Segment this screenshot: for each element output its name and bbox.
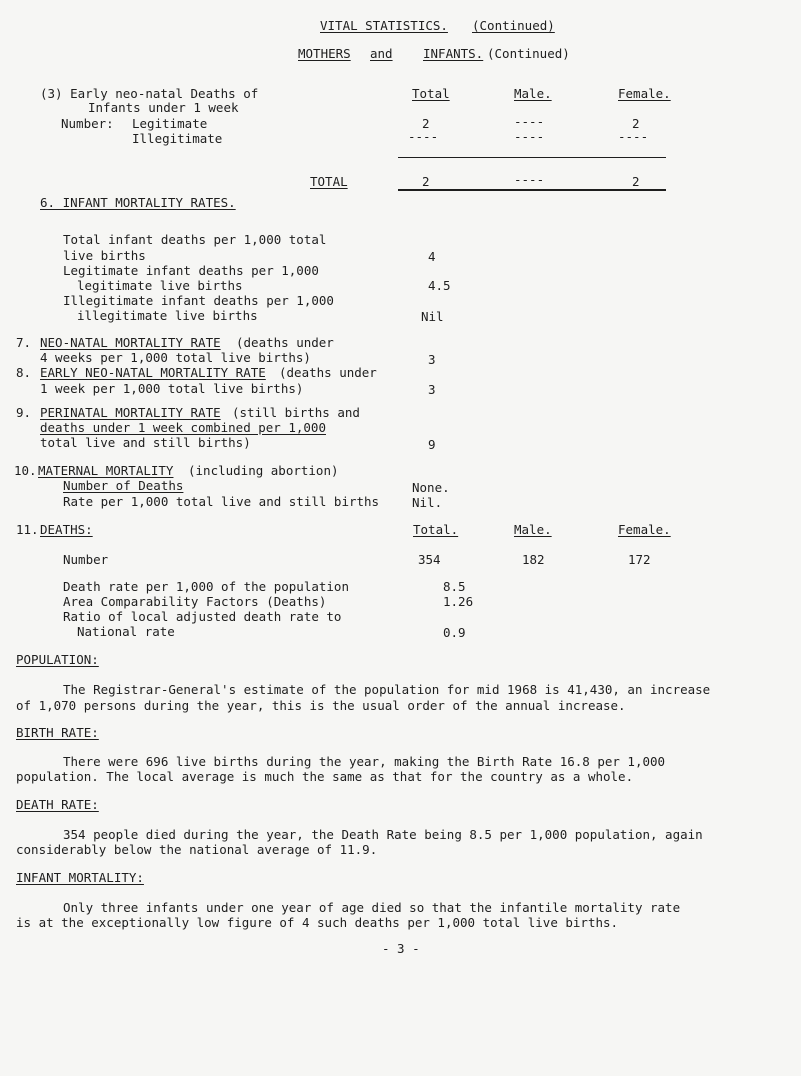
death-rate-text-1: 354 people died during the year, the Death Rate being 8.5 per 1,000 population, again xyxy=(63,827,703,842)
legitimate-male: ---- xyxy=(514,114,545,129)
maternal-deaths-label: Number of Deaths xyxy=(63,478,184,493)
deaths-number-label: Number xyxy=(63,552,109,567)
section-9-number: 9. xyxy=(16,405,32,420)
early-neonatal-rate-value: 3 xyxy=(428,382,436,397)
page-title: VITAL STATISTICS. xyxy=(320,18,448,33)
deaths-number-male: 182 xyxy=(522,552,545,567)
page-subtitle-mothers: MOTHERS xyxy=(298,46,351,61)
early-neonatal-label-2: Infants under 1 week xyxy=(88,100,239,115)
section-10-number: 10. xyxy=(14,463,37,478)
imr-total-value: 4 xyxy=(428,249,436,264)
total-rule-bottom xyxy=(398,189,666,191)
page-subtitle-and: and xyxy=(370,46,393,61)
illegitimate-female: ---- xyxy=(618,129,649,144)
early-neonatal-rate-heading-rest: (deaths under xyxy=(279,365,377,380)
imr-illegit-label-2: illegitimate live births xyxy=(77,308,258,323)
early-neonatal-rate-line2: 1 week per 1,000 total live births) xyxy=(40,381,304,396)
infant-mortality-text-2: is at the exceptionally low figure of 4 such deaths per 1,000 total live births. xyxy=(16,915,619,930)
section-7-number: 7. xyxy=(16,335,32,350)
perinatal-rate-heading-rest: (still births and xyxy=(232,405,360,420)
page-number: - 3 - xyxy=(382,941,420,956)
section-8-number: 8. xyxy=(16,365,32,380)
number-label: Number: xyxy=(61,116,114,131)
deaths-heading: DEATHS: xyxy=(40,522,93,537)
imr-illegit-value: Nil xyxy=(421,309,444,324)
neonatal-rate-line2: 4 weeks per 1,000 total live births) xyxy=(40,350,311,365)
death-rate-text-2: considerably below the national average of 11.9. xyxy=(16,842,378,857)
population-text-2: of 1,070 persons during the year, this is the usual order of the annual increase. xyxy=(16,698,626,713)
page-subtitle-continued: (Continued) xyxy=(487,46,570,61)
deaths-col-total: Total. xyxy=(413,522,459,537)
total-male: ---- xyxy=(514,172,545,187)
perinatal-rate-value: 9 xyxy=(428,437,436,452)
total-label: TOTAL xyxy=(310,174,348,189)
death-rate-value: 8.5 xyxy=(443,579,466,594)
total-female: 2 xyxy=(632,174,640,189)
imr-total-label-2: live births xyxy=(63,248,146,263)
deaths-col-female: Female. xyxy=(618,522,671,537)
neonatal-rate-heading: NEO-NATAL MORTALITY RATE xyxy=(40,335,221,350)
imr-legit-value: 4.5 xyxy=(428,278,451,293)
neonatal-rate-value: 3 xyxy=(428,352,436,367)
acf-value: 1.26 xyxy=(443,594,474,609)
perinatal-rate-heading: PERINATAL MORTALITY RATE xyxy=(40,405,221,420)
deaths-number-female: 172 xyxy=(628,552,651,567)
birth-rate-heading: BIRTH RATE: xyxy=(16,725,99,740)
ratio-label-2: National rate xyxy=(77,624,175,639)
neonatal-rate-heading-rest: (deaths under xyxy=(236,335,334,350)
acf-label: Area Comparability Factors (Deaths) xyxy=(63,594,327,609)
imr-total-label: Total infant deaths per 1,000 total xyxy=(63,232,327,247)
maternal-rate-value: Nil. xyxy=(412,495,443,510)
imr-legit-label: Legitimate infant deaths per 1,000 xyxy=(63,263,319,278)
death-rate-label: Death rate per 1,000 of the population xyxy=(63,579,349,594)
infant-mortality-heading: INFANT MORTALITY: xyxy=(16,870,144,885)
deaths-number-total: 354 xyxy=(418,552,441,567)
birth-rate-text-2: population. The local average is much the same as that for the country as a whole. xyxy=(16,769,634,784)
birth-rate-text-1: There were 696 live births during the year, making the Birth Rate 16.8 per 1,000 xyxy=(63,754,666,769)
maternal-rate-label: Rate per 1,000 total live and still births xyxy=(63,494,380,509)
imr-illegit-label: Illegitimate infant deaths per 1,000 xyxy=(63,293,334,308)
imr-legit-label-2: legitimate live births xyxy=(77,278,243,293)
early-neonatal-rate-heading: EARLY NEO-NATAL MORTALITY RATE xyxy=(40,365,266,380)
legitimate-total: 2 xyxy=(422,116,430,131)
legitimate-label: Legitimate xyxy=(132,116,208,131)
illegitimate-label: Illegitimate xyxy=(132,131,223,146)
maternal-mortality-heading-rest: (including abortion) xyxy=(188,463,339,478)
section-11-number: 11. xyxy=(16,522,39,537)
maternal-mortality-heading: MATERNAL MORTALITY xyxy=(38,463,174,478)
col-female-header: Female. xyxy=(618,86,671,101)
maternal-deaths-value: None. xyxy=(412,480,450,495)
ratio-label: Ratio of local adjusted death rate to xyxy=(63,609,342,624)
page-title-continued: (Continued) xyxy=(472,18,555,33)
legitimate-female: 2 xyxy=(632,116,640,131)
total-rule-top xyxy=(398,157,666,158)
total-total: 2 xyxy=(422,174,430,189)
page-subtitle-infants: INFANTS. xyxy=(423,46,484,61)
ratio-value: 0.9 xyxy=(443,625,466,640)
col-total-header: Total xyxy=(412,86,450,101)
illegitimate-male: ---- xyxy=(514,129,545,144)
col-male-header: Male. xyxy=(514,86,552,101)
death-rate-heading: DEATH RATE: xyxy=(16,797,99,812)
perinatal-rate-line3: total live and still births) xyxy=(40,435,251,450)
infant-mortality-rates-heading: 6. INFANT MORTALITY RATES. xyxy=(40,195,236,210)
perinatal-rate-line2: deaths under 1 week combined per 1,000 xyxy=(40,420,326,435)
population-heading: POPULATION: xyxy=(16,652,99,667)
early-neonatal-label: (3) Early neo-natal Deaths of xyxy=(40,86,259,101)
illegitimate-total: ---- xyxy=(408,129,439,144)
deaths-col-male: Male. xyxy=(514,522,552,537)
infant-mortality-text-1: Only three infants under one year of age died so that the infantile mortality rate xyxy=(63,900,681,915)
population-text-1: The Registrar-General's estimate of the population for mid 1968 is 41,430, an increase xyxy=(63,682,711,697)
